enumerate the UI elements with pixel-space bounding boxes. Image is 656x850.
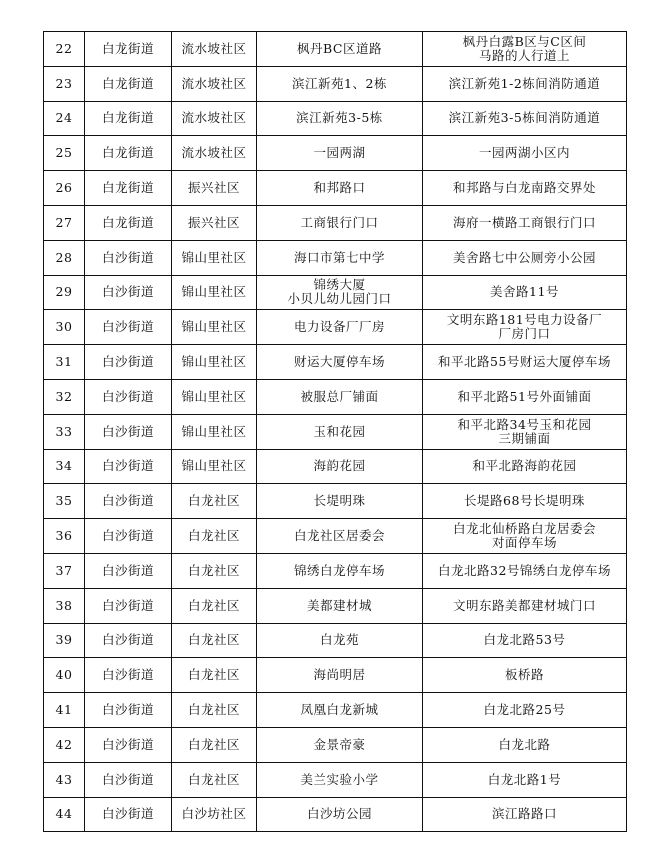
- cell-street: 白沙街道: [85, 519, 172, 554]
- cell-street: 白龙街道: [85, 136, 172, 171]
- cell-number: 34: [44, 449, 85, 484]
- cell-place: 财运大厦停车场: [257, 345, 423, 380]
- cell-community: 锦山里社区: [172, 379, 257, 414]
- cell-location: 长堤路68号长堤明珠: [423, 484, 627, 519]
- cell-location: 枫丹白露B区与C区间 马路的人行道上: [423, 32, 627, 67]
- table-row: [44, 588, 627, 623]
- table-row: [44, 171, 627, 206]
- cell-location: 白龙北路53号: [423, 623, 627, 658]
- cell-street: 白龙街道: [85, 66, 172, 101]
- cell-street: 白龙街道: [85, 205, 172, 240]
- cell-street: 白沙街道: [85, 623, 172, 658]
- cell-street: 白龙街道: [85, 101, 172, 136]
- cell-number: 27: [44, 205, 85, 240]
- cell-location: 白龙北仙桥路白龙居委会 对面停车场: [423, 519, 627, 554]
- cell-street: 白龙街道: [85, 32, 172, 67]
- cell-location: 白龙北路: [423, 727, 627, 762]
- cell-number: 31: [44, 345, 85, 380]
- location-table-body: [44, 32, 627, 832]
- table-row: [44, 101, 627, 136]
- cell-community: 白龙社区: [172, 553, 257, 588]
- cell-street: 白沙街道: [85, 240, 172, 275]
- table-row: [44, 345, 627, 380]
- cell-street: 白沙街道: [85, 553, 172, 588]
- cell-location: 和平北路34号玉和花园 三期铺面: [423, 414, 627, 449]
- cell-community: 白龙社区: [172, 727, 257, 762]
- cell-location: 美舍路七中公厕旁小公园: [423, 240, 627, 275]
- cell-place: 被服总厂铺面: [257, 379, 423, 414]
- cell-location: 和平北路55号财运大厦停车场: [423, 345, 627, 380]
- cell-location: 和平北路海韵花园: [423, 449, 627, 484]
- cell-number: 44: [44, 797, 85, 832]
- cell-street: 白沙街道: [85, 762, 172, 797]
- cell-number: 29: [44, 275, 85, 310]
- cell-location: 海府一横路工商银行门口: [423, 205, 627, 240]
- location-table: [43, 31, 627, 832]
- cell-community: 白龙社区: [172, 623, 257, 658]
- cell-street: 白沙街道: [85, 345, 172, 380]
- cell-number: 36: [44, 519, 85, 554]
- table-row: [44, 762, 627, 797]
- cell-number: 37: [44, 553, 85, 588]
- cell-place: 海韵花园: [257, 449, 423, 484]
- cell-community: 流水坡社区: [172, 66, 257, 101]
- cell-place: 白龙苑: [257, 623, 423, 658]
- cell-street: 白沙街道: [85, 275, 172, 310]
- table-row: [44, 379, 627, 414]
- cell-street: 白沙街道: [85, 449, 172, 484]
- cell-place: 枫丹BC区道路: [257, 32, 423, 67]
- cell-street: 白龙街道: [85, 171, 172, 206]
- cell-community: 白龙社区: [172, 588, 257, 623]
- cell-place: 长堤明珠: [257, 484, 423, 519]
- cell-community: 流水坡社区: [172, 136, 257, 171]
- cell-place: 美都建材城: [257, 588, 423, 623]
- cell-place: 美兰实验小学: [257, 762, 423, 797]
- table-row: [44, 553, 627, 588]
- cell-place: 锦绣白龙停车场: [257, 553, 423, 588]
- cell-location: 白龙北路1号: [423, 762, 627, 797]
- cell-location: 板桥路: [423, 658, 627, 693]
- table-row: [44, 519, 627, 554]
- table-row: [44, 136, 627, 171]
- table-row: [44, 693, 627, 728]
- cell-community: 锦山里社区: [172, 310, 257, 345]
- cell-community: 锦山里社区: [172, 240, 257, 275]
- cell-place: 白龙社区居委会: [257, 519, 423, 554]
- cell-place: 凤凰白龙新城: [257, 693, 423, 728]
- cell-community: 流水坡社区: [172, 32, 257, 67]
- cell-community: 锦山里社区: [172, 345, 257, 380]
- table-row: [44, 66, 627, 101]
- cell-community: 白龙社区: [172, 658, 257, 693]
- cell-location: 文明东路美都建材城门口: [423, 588, 627, 623]
- cell-number: 25: [44, 136, 85, 171]
- cell-location: 和平北路51号外面铺面: [423, 379, 627, 414]
- cell-location: 美舍路11号: [423, 275, 627, 310]
- cell-community: 锦山里社区: [172, 414, 257, 449]
- cell-street: 白沙街道: [85, 727, 172, 762]
- cell-number: 33: [44, 414, 85, 449]
- cell-location: 滨江新苑3-5栋间消防通道: [423, 101, 627, 136]
- cell-number: 22: [44, 32, 85, 67]
- cell-community: 振兴社区: [172, 171, 257, 206]
- cell-street: 白沙街道: [85, 484, 172, 519]
- cell-place: 海尚明居: [257, 658, 423, 693]
- cell-location: 滨江路路口: [423, 797, 627, 832]
- table-row: [44, 727, 627, 762]
- cell-community: 白龙社区: [172, 693, 257, 728]
- cell-place: 工商银行门口: [257, 205, 423, 240]
- cell-street: 白沙街道: [85, 310, 172, 345]
- cell-community: 锦山里社区: [172, 275, 257, 310]
- cell-community: 锦山里社区: [172, 449, 257, 484]
- cell-number: 32: [44, 379, 85, 414]
- cell-street: 白沙街道: [85, 588, 172, 623]
- cell-community: 白龙社区: [172, 484, 257, 519]
- table-row: [44, 240, 627, 275]
- cell-number: 40: [44, 658, 85, 693]
- cell-location: 和邦路与白龙南路交界处: [423, 171, 627, 206]
- cell-place: 电力设备厂厂房: [257, 310, 423, 345]
- cell-number: 30: [44, 310, 85, 345]
- cell-place: 滨江新苑1、2栋: [257, 66, 423, 101]
- cell-number: 41: [44, 693, 85, 728]
- table-row: [44, 275, 627, 310]
- cell-place: 玉和花园: [257, 414, 423, 449]
- table-row: [44, 484, 627, 519]
- cell-number: 28: [44, 240, 85, 275]
- cell-number: 24: [44, 101, 85, 136]
- table-row: [44, 658, 627, 693]
- cell-place: 锦绣大厦 小贝儿幼儿园门口: [257, 275, 423, 310]
- cell-place: 白沙坊公园: [257, 797, 423, 832]
- cell-place: 和邦路口: [257, 171, 423, 206]
- cell-number: 35: [44, 484, 85, 519]
- cell-number: 43: [44, 762, 85, 797]
- cell-community: 白龙社区: [172, 519, 257, 554]
- table-row: [44, 623, 627, 658]
- cell-place: 海口市第七中学: [257, 240, 423, 275]
- cell-number: 42: [44, 727, 85, 762]
- table-row: [44, 797, 627, 832]
- cell-location: 白龙北路32号锦绣白龙停车场: [423, 553, 627, 588]
- table-row: [44, 205, 627, 240]
- cell-location: 一园两湖小区内: [423, 136, 627, 171]
- cell-location: 白龙北路25号: [423, 693, 627, 728]
- cell-number: 38: [44, 588, 85, 623]
- table-row: [44, 414, 627, 449]
- cell-community: 振兴社区: [172, 205, 257, 240]
- cell-location: 滨江新苑1-2栋间消防通道: [423, 66, 627, 101]
- table-row: [44, 449, 627, 484]
- cell-number: 26: [44, 171, 85, 206]
- cell-street: 白沙街道: [85, 379, 172, 414]
- table-row: [44, 310, 627, 345]
- cell-street: 白沙街道: [85, 693, 172, 728]
- cell-community: 白沙坊社区: [172, 797, 257, 832]
- cell-street: 白沙街道: [85, 414, 172, 449]
- cell-community: 流水坡社区: [172, 101, 257, 136]
- cell-number: 23: [44, 66, 85, 101]
- cell-place: 滨江新苑3-5栋: [257, 101, 423, 136]
- table-row: [44, 32, 627, 67]
- cell-location: 文明东路181号电力设备厂 厂房门口: [423, 310, 627, 345]
- cell-street: 白沙街道: [85, 797, 172, 832]
- cell-place: 金景帝豪: [257, 727, 423, 762]
- cell-number: 39: [44, 623, 85, 658]
- cell-community: 白龙社区: [172, 762, 257, 797]
- cell-street: 白沙街道: [85, 658, 172, 693]
- cell-place: 一园两湖: [257, 136, 423, 171]
